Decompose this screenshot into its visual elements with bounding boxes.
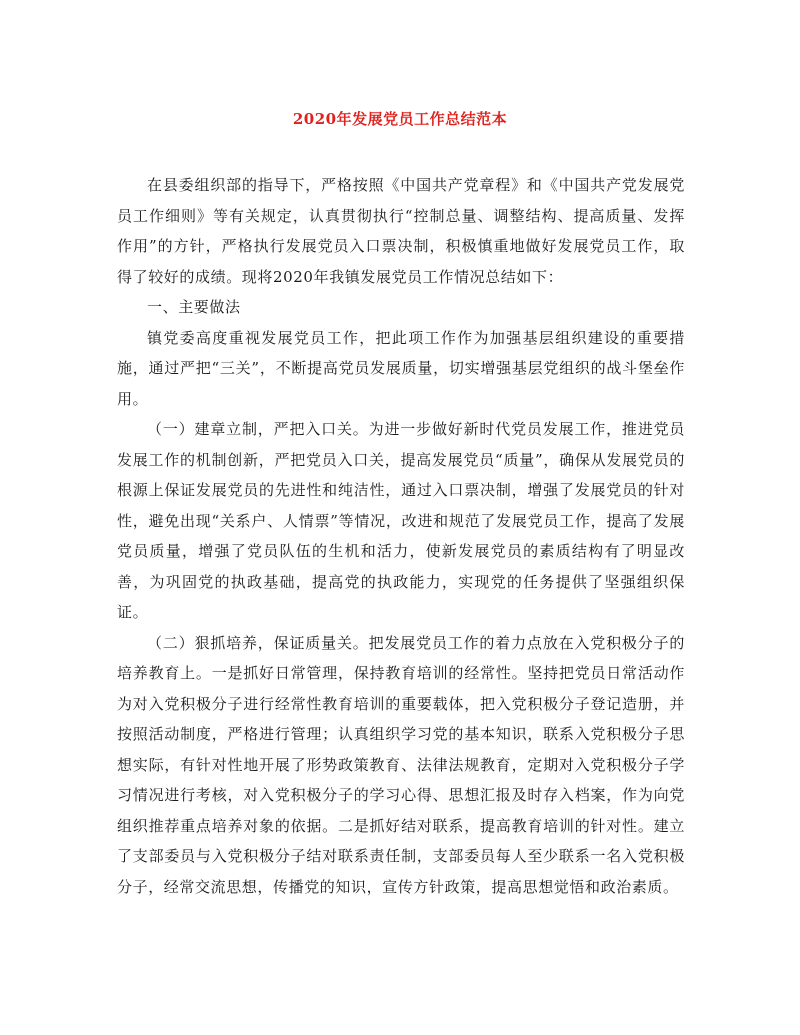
intro-paragraph: 在县委组织部的指导下，严格按照《中国共产党章程》和《中国共产党发展党员工作细则》等有关规定，认真贯彻执行“控制总量、调整结构、提高质量、发挥作用”的方针，严格执行发展党员入口票决制，积极慎重地做好发展党员工作，取得了较好的成绩。现将2020年我镇发展党员工作情况总结如下： — [117, 176, 685, 286]
document-title: 2020年发展党员工作总结范本 — [292, 110, 508, 128]
section-heading-main-practices: 一、主要做法 — [147, 298, 241, 316]
subsection-1-paragraph: （一）建章立制，严把入口关。为进一步做好新时代党员发展工作，推进党员发展工作的机制创新，严把党员入口关，提高发展党员“质量”，确保从发展党员的根源上保证发展党员的先进性和纯洁性，通过入口票决制，增强了发展党员的针对性，避免出现“关系户、人情票”等情况，改进和规范了发展党员工作，提高了发展党员质量，增强了党员队伍的生机和活力，使新发展党员的素质结构有了明显改善，为巩固党的执政基础，提高党的执政能力，实现党的任务提供了坚强组织保证。 — [117, 420, 685, 621]
overview-paragraph: 镇党委高度重视发展党员工作，把此项工作作为加强基层组织建设的重要措施，通过严把“三关”，不断提高党员发展质量，切实增强基层党组织的战斗堡垒作用。 — [117, 328, 685, 408]
document-body — [117, 170, 685, 902]
subsection-2-paragraph: （二）狠抓培养，保证质量关。把发展党员工作的着力点放在入党积极分子的培养教育上。一是抓好日常管理，保持教育培训的经常性。坚持把党员日常活动作为对入党积极分子进行经常性教育培训的重要载体，把入党积极分子登记造册，并按照活动制度，严格进行管理；认真组织学习党的基本知识，联系入党积极分子思想实际，有针对性地开展了形势政策教育、法律法规教育，定期对入党积极分子学习情况进行考核，对入党积极分子的学习心得、思想汇报及时存入档案，作为向党组织推荐重点培养对象的依据。二是抓好结对联系，提高教育培训的针对性。建立了支部委员与入党积极分子结对联系责任制，支部委员每人至少联系一名入党积极分子，经常交流思想，传播党的知识，宣传方针政策，提高思想觉悟和政治素质。 — [117, 633, 685, 896]
